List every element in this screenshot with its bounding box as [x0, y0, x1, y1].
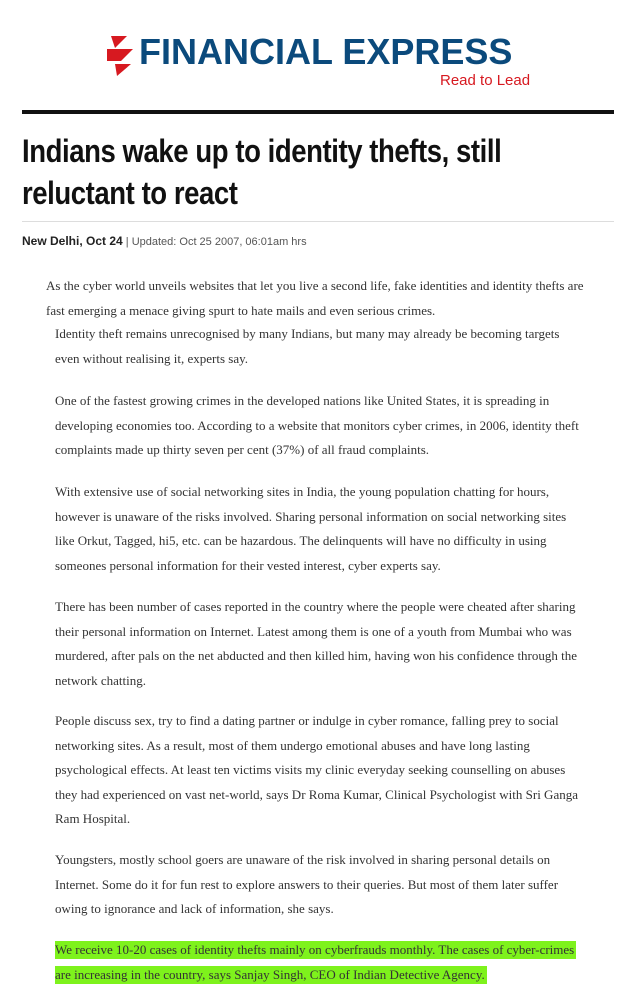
headline-divider: [22, 221, 614, 222]
article-headline: Indians wake up to identity thefts, still reluctant to react: [22, 133, 502, 211]
highlighted-paragraph: [55, 938, 585, 987]
article-paragraph: One of the fastest growing crimes in the developed nations like United States, it is spreading in developing economies too. According to a website that monitors cyber crimes, in 2006, identity theft complaints made up thirty seven per cent (37%) of all fraud complaints.: [55, 393, 579, 457]
dateline-location: New Delhi, Oct 24: [22, 234, 123, 248]
dateline-separator: |: [125, 236, 129, 248]
flame-logo-icon: [105, 36, 137, 76]
article-paragraph: Identity theft remains unrecognised by many Indians, but many may already be becoming targets even without realising it, experts say.: [55, 326, 560, 366]
highlighted-quote: We receive 10-20 cases of identity thefts mainly on cyberfrauds monthly. The cases of cyber-crimes are increasing in the country, says Sanjay Singh, CEO of Indian Detective Agency.: [55, 942, 575, 982]
article-dateline: [22, 234, 307, 248]
masthead: [0, 0, 630, 110]
brand-tagline: Read to Lead: [440, 72, 531, 89]
masthead-divider: [22, 110, 614, 114]
brand-logo[interactable]: FINANCIAL EXPRESS: [139, 31, 513, 72]
article-paragraph: There has been number of cases reported in the country where the people were cheated after sharing their personal information on Internet. Latest among them is one of a youth from Mumbai who was murdered, after pals on the net abducted and then killed him, having won his confidence through the network chatting.: [55, 599, 578, 688]
article-paragraph: With extensive use of social networking sites in India, the young population chatting for hours, however is unaware of the risks involved. Sharing personal information on social networking sites like Orkut, Tagged, hi5, etc. can be hazardous. The delinquents will have no difficulty in using someones personal information for their vested interest, cyber experts say.: [55, 484, 567, 573]
dateline-updated: Updated: Oct 25 2007, 06:01am hrs: [131, 236, 307, 248]
article-paragraph: People discuss sex, try to find a dating partner or indulge in cyber romance, falling prey to social networking sites. As a result, most of them undergo emotional abuses and have long lasting psychological effects. At least ten victims visits my clinic everyday seeking counselling on abuses they had experienced on vast net-world, says Dr Roma Kumar, Clinical Psychologist with Sri Ganga Ram Hospital.: [55, 713, 578, 826]
article-paragraph: Youngsters, mostly school goers are unaware of the risk involved in sharing personal details on Internet. Some do it for fun rest to explore answers to their queries. But most of them later suffer owing to ignorance and lack of information, she says.: [55, 852, 559, 916]
article-paragraph: As the cyber world unveils websites that let you live a second life, fake identities and identity thefts are fast emerging a menace giving spurt to hate mails and even serious crimes.: [46, 278, 584, 318]
